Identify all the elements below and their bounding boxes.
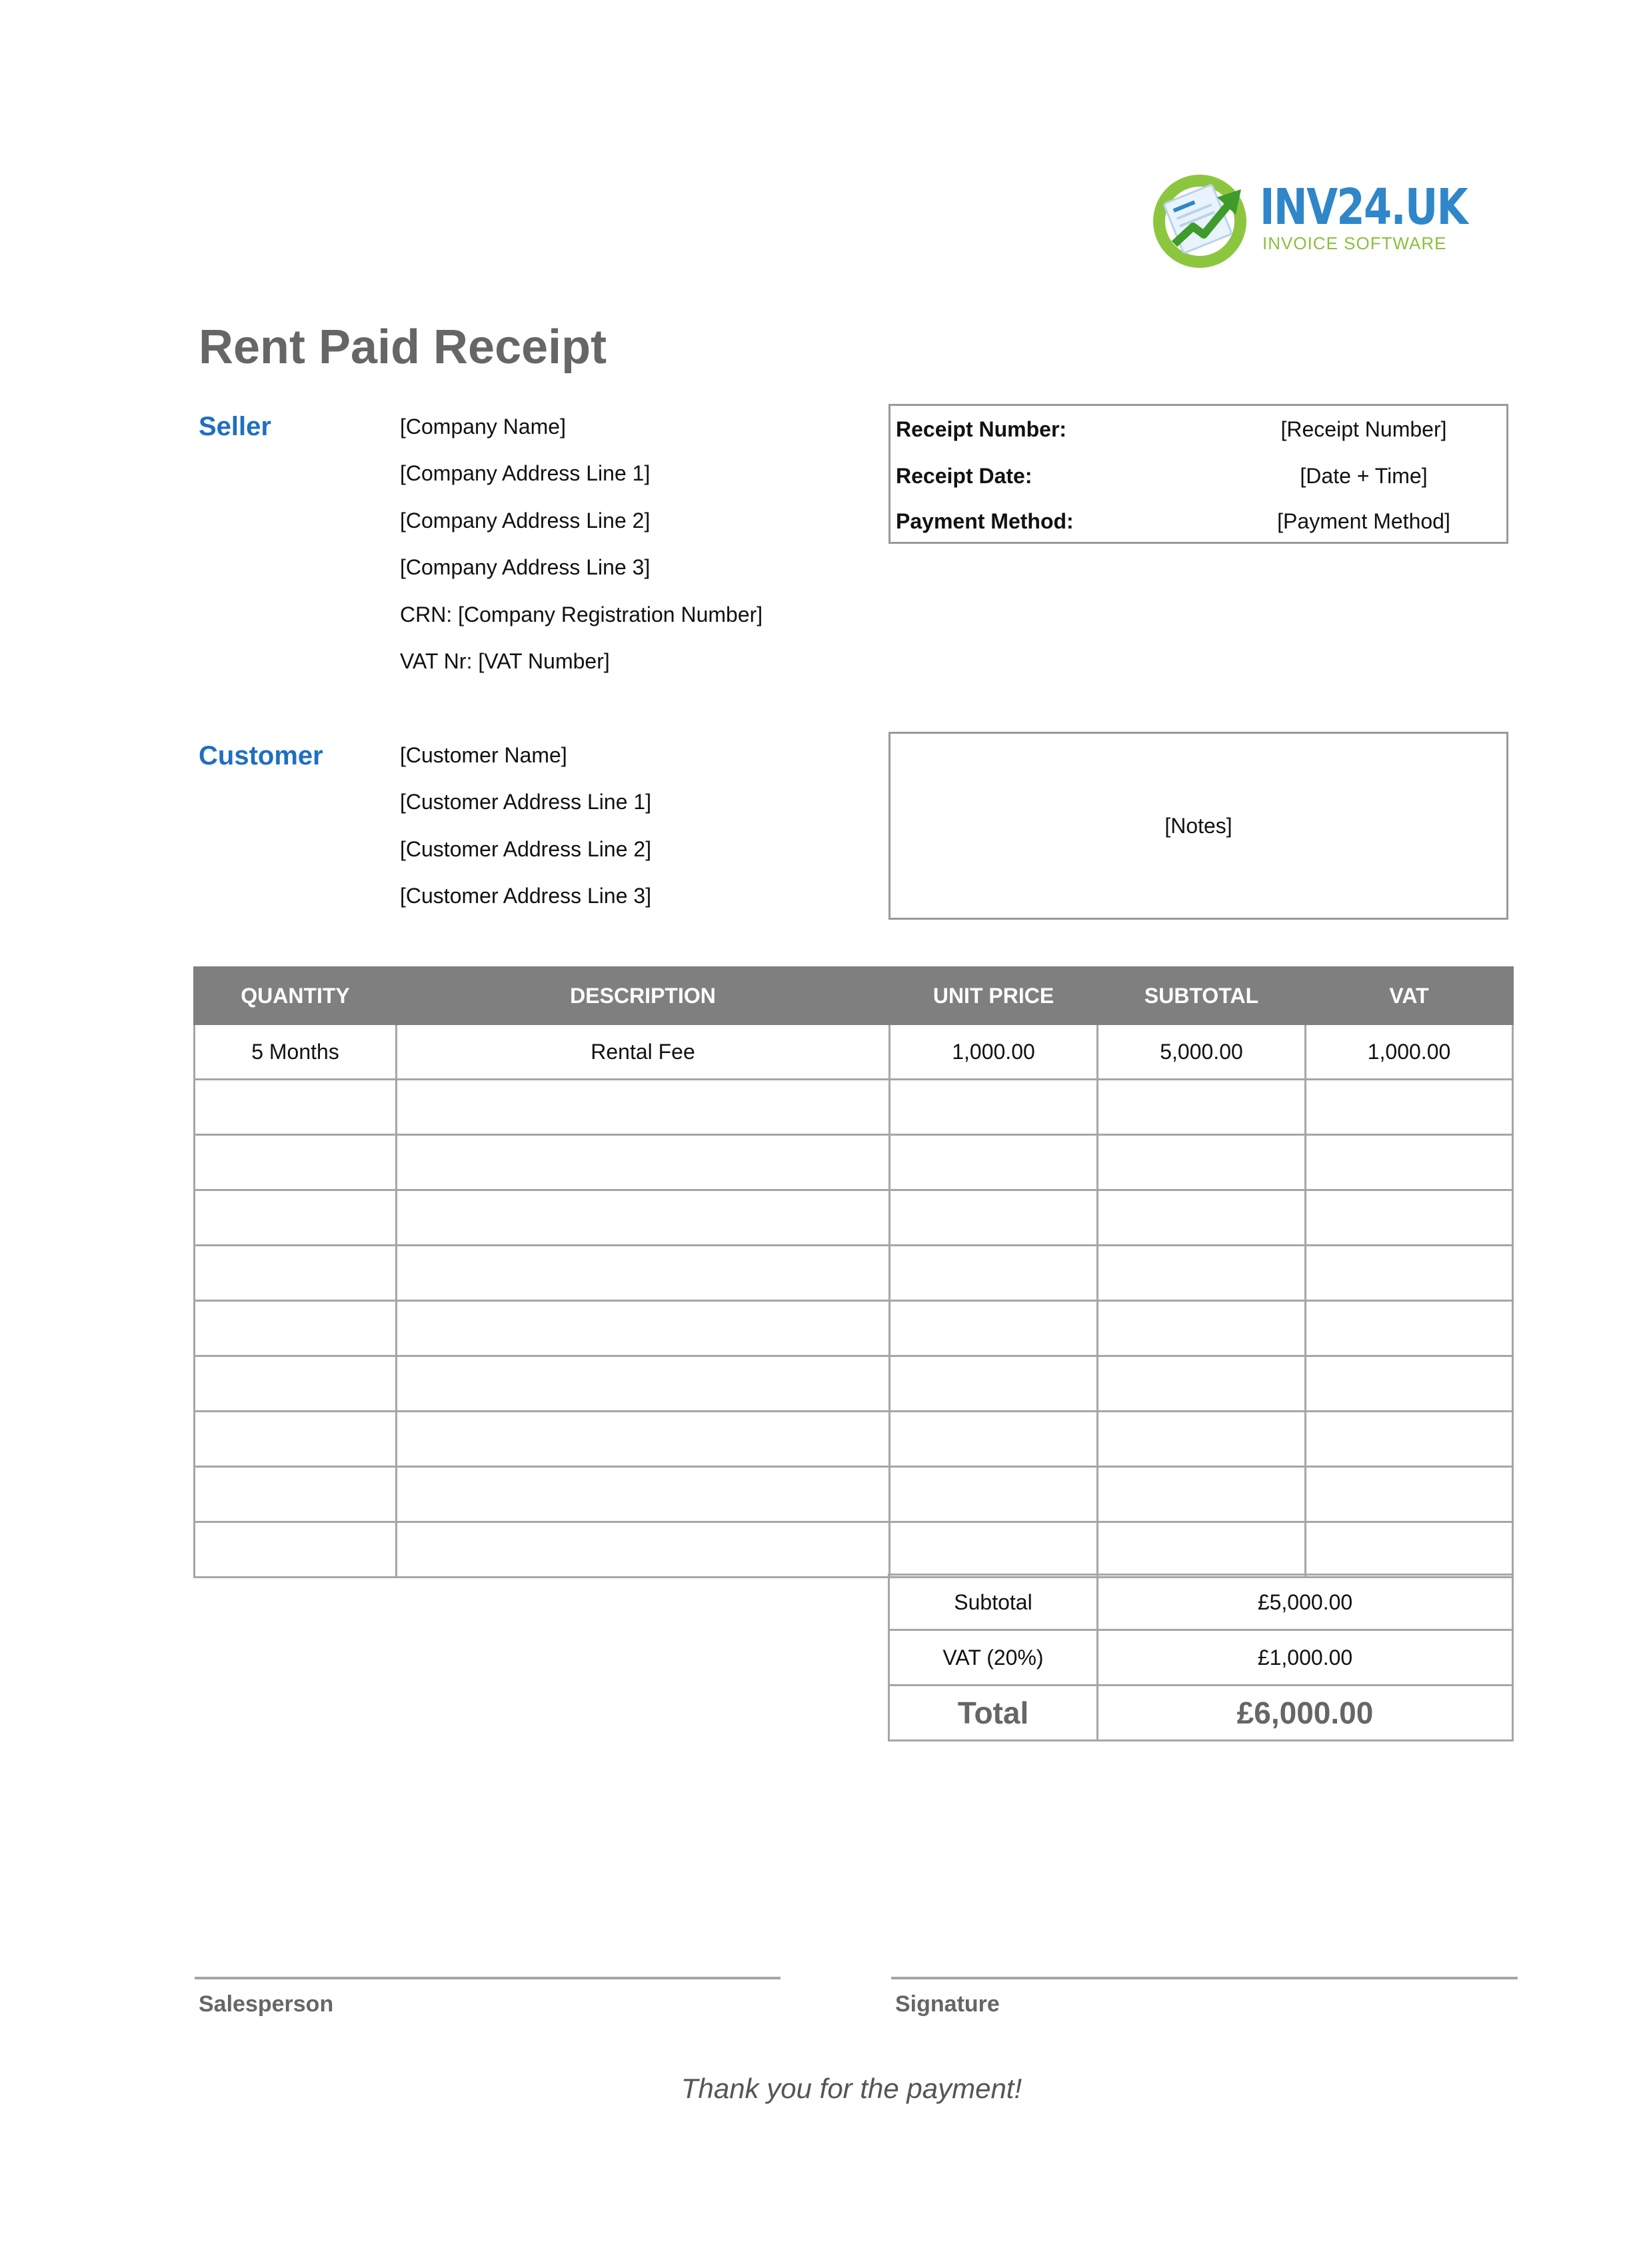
receipt-info-box — [888, 404, 1508, 544]
cell-subtotal — [1098, 1467, 1306, 1522]
column-header-description: DESCRIPTION — [397, 968, 890, 1024]
cell-description — [397, 1190, 890, 1246]
column-header-vat: VAT — [1306, 968, 1513, 1024]
cell-quantity — [195, 1412, 397, 1467]
table-row — [195, 1246, 1513, 1301]
cell-subtotal — [1098, 1135, 1306, 1190]
cell-quantity — [195, 1356, 397, 1412]
cell-vat: 1,000.00 — [1306, 1024, 1513, 1080]
seller-line: VAT Nr: [VAT Number] — [400, 649, 610, 673]
vat-label: VAT (20%) — [889, 1630, 1098, 1686]
cell-unit-price — [890, 1190, 1098, 1246]
cell-quantity — [195, 1301, 397, 1356]
table-row — [195, 1356, 1513, 1412]
receipt-number-label: Receipt Number: — [896, 417, 1067, 441]
cell-description — [397, 1356, 890, 1412]
cell-unit-price — [890, 1522, 1098, 1578]
seller-line: CRN: [Company Registration Number] — [400, 602, 763, 626]
page-title: Rent Paid Receipt — [199, 321, 607, 374]
cell-subtotal — [1098, 1301, 1306, 1356]
cell-description: Rental Fee — [397, 1024, 890, 1080]
table-row — [195, 1190, 1513, 1246]
subtotal-row — [889, 1575, 1513, 1630]
column-header-unit-price: UNIT PRICE — [890, 968, 1098, 1024]
cell-subtotal: 5,000.00 — [1098, 1024, 1306, 1080]
cell-description — [397, 1135, 890, 1190]
salesperson-signature-line — [195, 1977, 781, 1979]
signature-label: Signature — [895, 1991, 1000, 2017]
cell-quantity — [195, 1246, 397, 1301]
payment-method-value: [Payment Method] — [1277, 509, 1450, 533]
customer-line: [Customer Address Line 3] — [400, 884, 652, 908]
cell-description — [397, 1412, 890, 1467]
table-row — [195, 1412, 1513, 1467]
cell-vat — [1306, 1356, 1513, 1412]
subtotal-value: £5,000.00 — [1098, 1575, 1513, 1630]
cell-quantity — [195, 1080, 397, 1135]
cell-vat — [1306, 1246, 1513, 1301]
cell-description — [397, 1467, 890, 1522]
cell-vat — [1306, 1522, 1513, 1578]
cell-unit-price — [890, 1412, 1098, 1467]
cell-unit-price — [890, 1246, 1098, 1301]
cell-quantity — [195, 1522, 397, 1578]
vat-row — [889, 1630, 1513, 1686]
cell-description — [397, 1301, 890, 1356]
totals-table — [888, 1574, 1514, 1741]
cell-subtotal — [1098, 1080, 1306, 1135]
cell-vat — [1306, 1301, 1513, 1356]
cell-vat — [1306, 1135, 1513, 1190]
table-row — [195, 1080, 1513, 1135]
total-label: Total — [889, 1686, 1098, 1741]
cell-unit-price — [890, 1135, 1098, 1190]
cell-unit-price — [890, 1301, 1098, 1356]
cell-vat — [1306, 1080, 1513, 1135]
payment-method-label: Payment Method: — [896, 509, 1074, 533]
company-logo — [1148, 165, 1467, 272]
cell-subtotal — [1098, 1522, 1306, 1578]
seller-line: [Company Address Line 1] — [400, 461, 651, 485]
customer-line: [Customer Address Line 1] — [400, 790, 652, 814]
cell-quantity: 5 Months — [195, 1024, 397, 1080]
cell-unit-price — [890, 1467, 1098, 1522]
cell-subtotal — [1098, 1412, 1306, 1467]
cell-description — [397, 1080, 890, 1135]
cell-unit-price: 1,000.00 — [890, 1024, 1098, 1080]
cell-unit-price — [890, 1356, 1098, 1412]
cell-quantity — [195, 1135, 397, 1190]
cell-description — [397, 1522, 890, 1578]
cell-unit-price — [890, 1080, 1098, 1135]
vat-value: £1,000.00 — [1098, 1630, 1513, 1686]
thank-you-message: Thank you for the payment! — [681, 2073, 1022, 2104]
notes-box — [888, 732, 1508, 920]
seller-line: [Company Address Line 3] — [400, 555, 651, 579]
logo-graph-icon — [1148, 165, 1254, 272]
cell-quantity — [195, 1190, 397, 1246]
cell-subtotal — [1098, 1190, 1306, 1246]
cell-quantity — [195, 1467, 397, 1522]
seller-line: [Company Name] — [400, 415, 566, 439]
customer-label: Customer — [199, 741, 323, 770]
table-row — [195, 1467, 1513, 1522]
cell-vat — [1306, 1190, 1513, 1246]
logo-brand: INV24.UK — [1260, 179, 1467, 236]
subtotal-label: Subtotal — [889, 1575, 1098, 1630]
cell-vat — [1306, 1467, 1513, 1522]
customer-line: [Customer Address Line 2] — [400, 837, 652, 861]
receipt-number-value: [Receipt Number] — [1280, 417, 1447, 441]
table-row — [195, 1301, 1513, 1356]
items-header-row — [195, 968, 1513, 1024]
column-header-subtotal: SUBTOTAL — [1098, 968, 1306, 1024]
cell-subtotal — [1098, 1356, 1306, 1412]
column-header-quantity: QUANTITY — [195, 968, 397, 1024]
cell-description — [397, 1246, 890, 1301]
cell-subtotal — [1098, 1246, 1306, 1301]
notes-text: [Notes] — [1164, 813, 1232, 838]
logo-tagline: INVOICE SOFTWARE — [1262, 233, 1447, 253]
salesperson-label: Salesperson — [199, 1991, 334, 2017]
total-value: £6,000.00 — [1098, 1686, 1513, 1741]
total-row — [889, 1686, 1513, 1741]
receipt-date-value: [Date + Time] — [1300, 464, 1428, 488]
table-row — [195, 1024, 1513, 1080]
customer-line: [Customer Name] — [400, 743, 567, 767]
seller-line: [Company Address Line 2] — [400, 509, 651, 533]
cell-vat — [1306, 1412, 1513, 1467]
table-row — [195, 1522, 1513, 1578]
table-row — [195, 1135, 1513, 1190]
signature-line — [891, 1977, 1518, 1979]
receipt-date-label: Receipt Date: — [896, 464, 1032, 488]
seller-label: Seller — [199, 412, 271, 441]
items-table — [193, 966, 1514, 1578]
